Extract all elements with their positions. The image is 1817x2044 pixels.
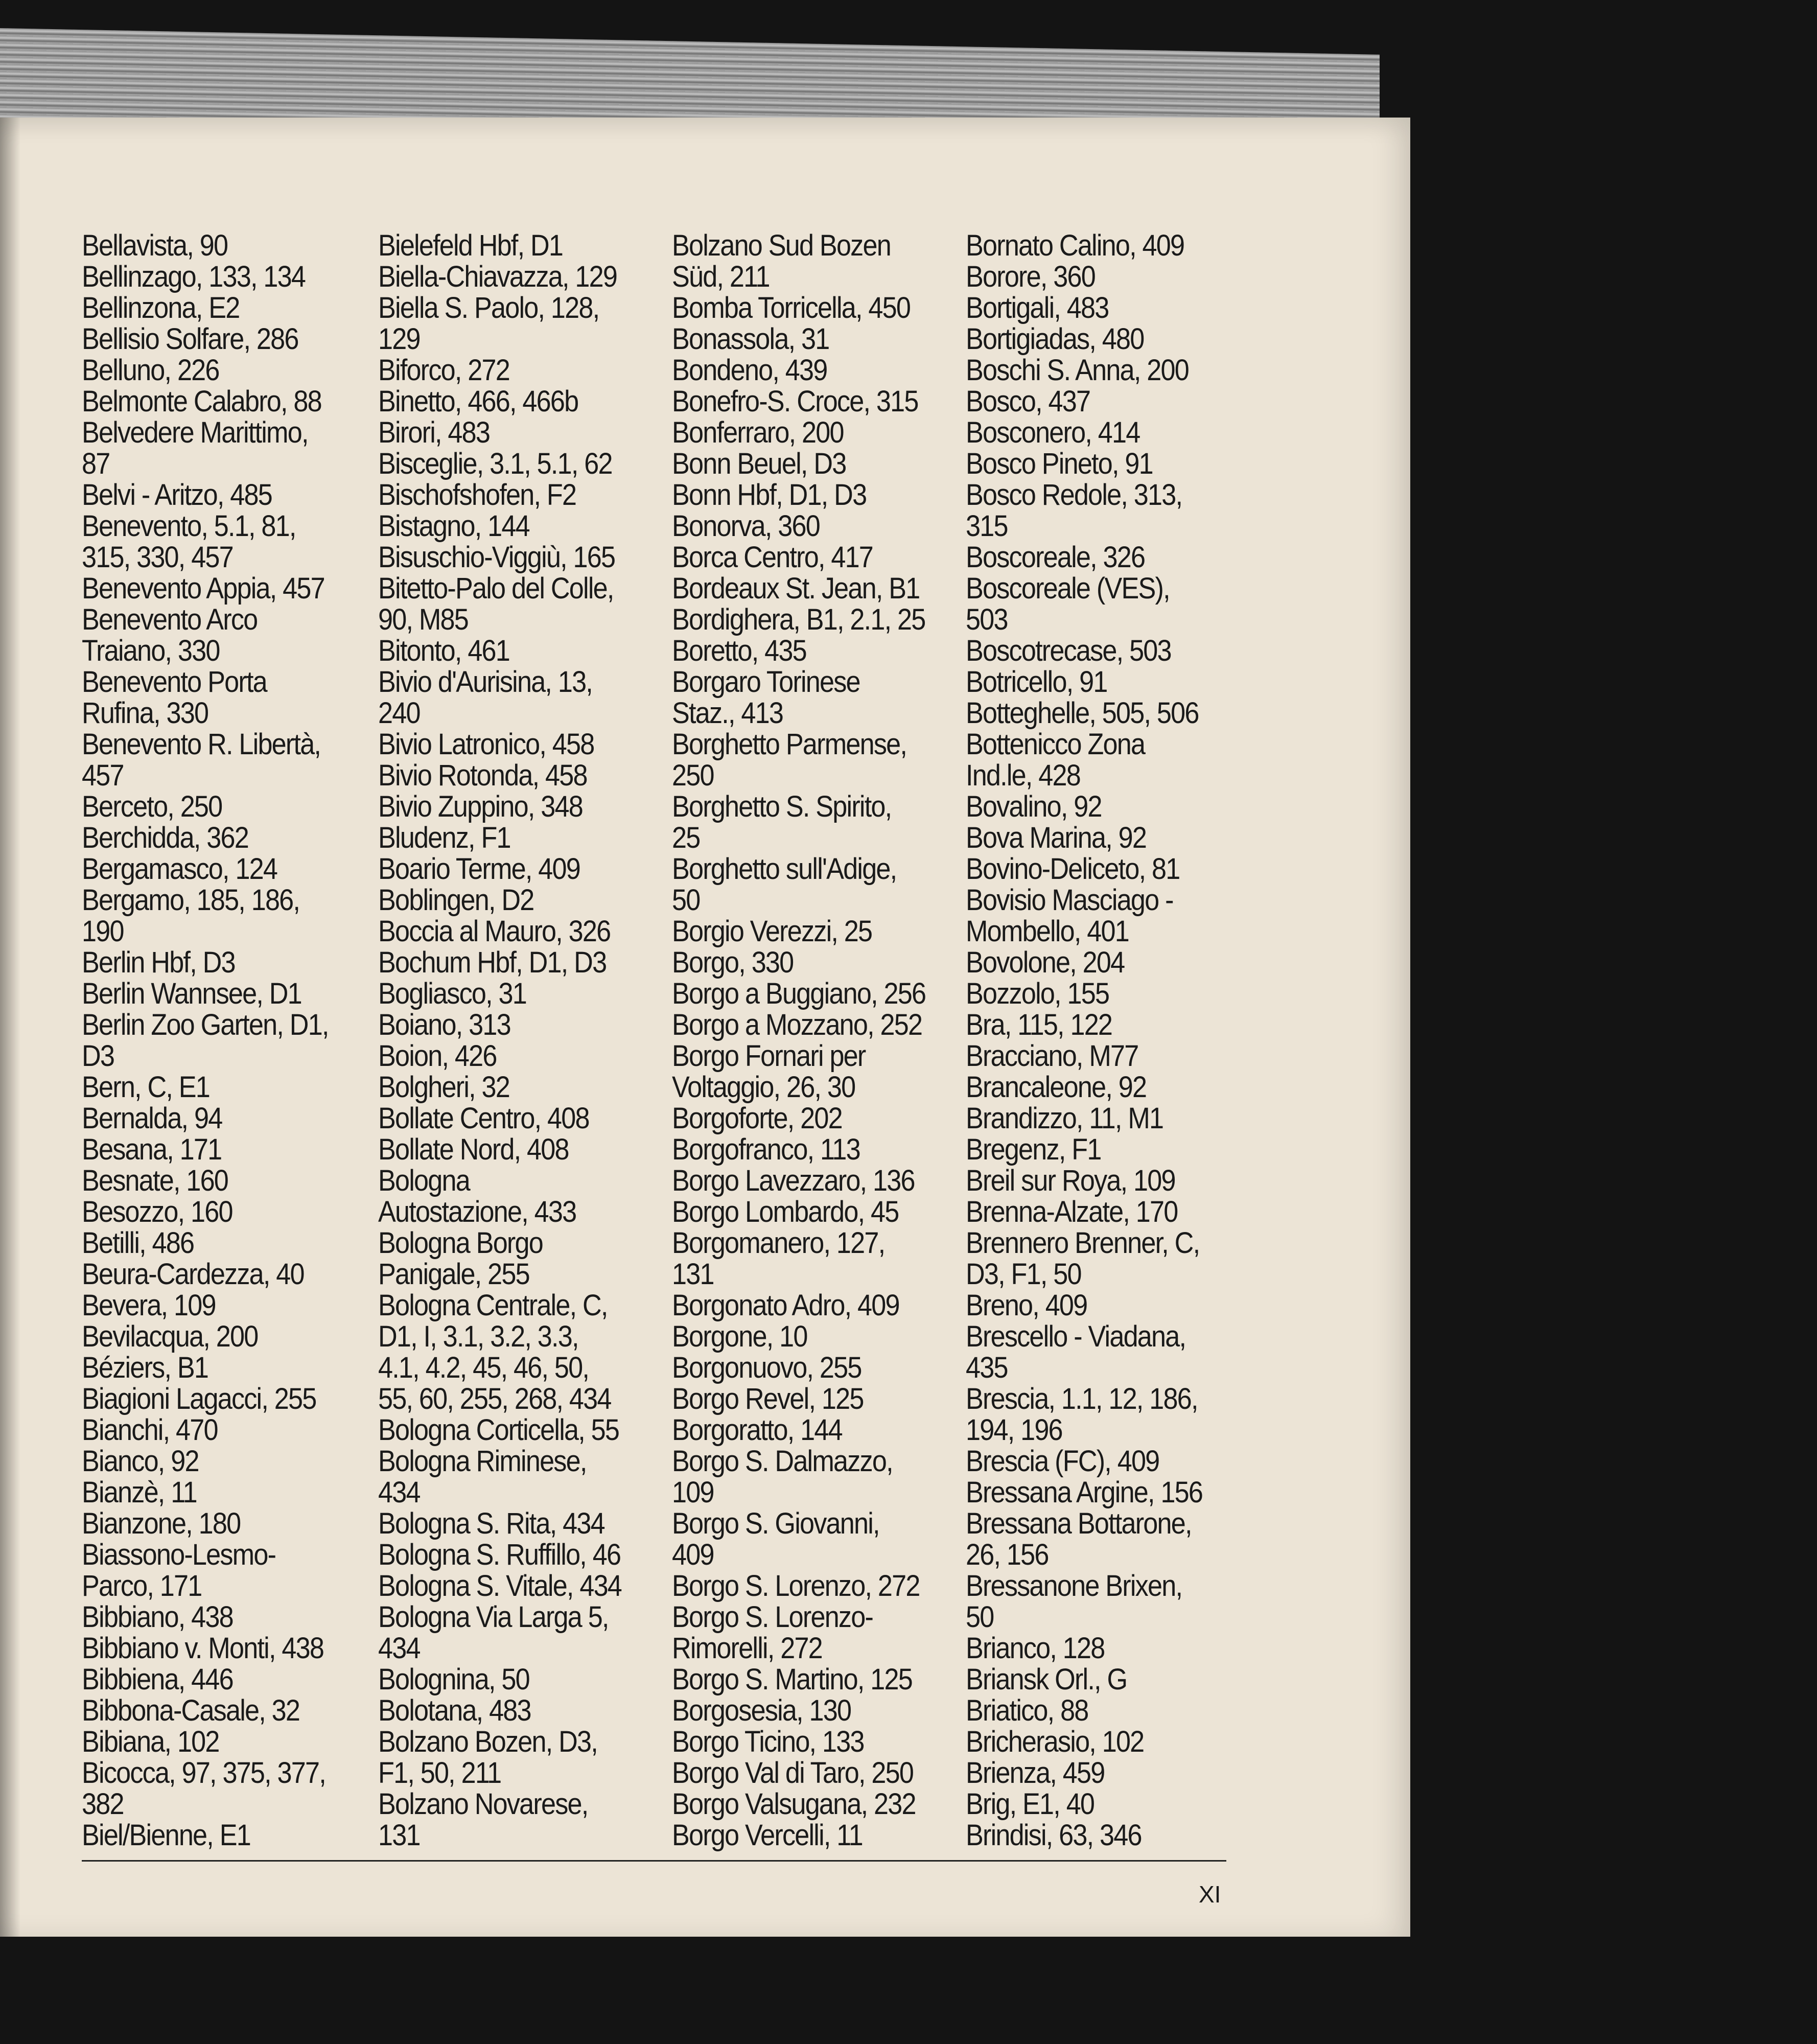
index-line: 131 (378, 1819, 420, 1852)
index-line: Borgo Lavezzaro, 136 (672, 1164, 915, 1197)
index-line: 315, 330, 457 (82, 541, 233, 574)
index-line: Brig, E1, 40 (966, 1787, 1094, 1821)
index-line: 55, 60, 255, 268, 434 (378, 1382, 611, 1415)
index-line: Breno, 409 (966, 1289, 1087, 1322)
index-line: Brescello - Viadana, (966, 1320, 1186, 1353)
index-line: Rufina, 330 (82, 696, 208, 730)
index-line: Bibbiano, 438 (82, 1600, 233, 1634)
index-column-1 (82, 230, 358, 1988)
index-line: Briatico, 88 (966, 1694, 1088, 1727)
index-line: Brindisi, 63, 346 (966, 1819, 1142, 1852)
index-line: Bludenz, F1 (378, 821, 510, 854)
index-line: Staz., 413 (672, 696, 783, 730)
index-line: Bistagno, 144 (378, 509, 529, 543)
index-line: Bolgheri, 32 (378, 1071, 509, 1104)
index-line: Boscoreale, 326 (966, 541, 1145, 574)
index-line: Bonferraro, 200 (672, 416, 844, 449)
index-line: Borgoforte, 202 (672, 1102, 842, 1135)
index-line: Brienza, 459 (966, 1756, 1105, 1790)
index-line: Besnate, 160 (82, 1164, 228, 1197)
index-line: 50 (672, 884, 700, 917)
index-line: Bianzè, 11 (82, 1476, 197, 1509)
index-line: Bressanone Brixen, (966, 1569, 1182, 1602)
index-line: 4.1, 4.2, 45, 46, 50, (378, 1351, 589, 1384)
index-line: Bivio Rotonda, 458 (378, 759, 587, 792)
index-line: Bielefeld Hbf, D1 (378, 229, 563, 262)
index-line: Borghetto sull'Adige, (672, 852, 897, 886)
index-line: Binetto, 466, 466b (378, 385, 578, 418)
index-line: D3 (82, 1039, 114, 1073)
index-line: Bovisio Masciago - (966, 884, 1173, 917)
book-page (0, 118, 1410, 1937)
index-line: Beura-Cardezza, 40 (82, 1258, 304, 1291)
index-line: Brancaleone, 92 (966, 1071, 1147, 1104)
index-line: Biforco, 272 (378, 354, 509, 387)
index-line: Bomba Torricella, 450 (672, 291, 911, 324)
index-line: Bolotana, 483 (378, 1694, 531, 1727)
index-line: Boscotrecase, 503 (966, 634, 1171, 667)
index-line: Belvedere Marittimo, (82, 416, 308, 449)
index-line: Bibbona-Casale, 32 (82, 1694, 300, 1727)
index-line: Borgo S. Lorenzo- (672, 1600, 873, 1634)
index-line: 131 (672, 1258, 714, 1291)
index-line: Bordeaux St. Jean, B1 (672, 572, 920, 605)
index-line: Besozzo, 160 (82, 1195, 232, 1228)
index-line: Traiano, 330 (82, 634, 220, 667)
index-line: Süd, 211 (672, 260, 770, 293)
index-line: Bogliasco, 31 (378, 977, 527, 1010)
index-line: Benevento R. Libertà, (82, 728, 321, 761)
index-line: Bollate Nord, 408 (378, 1133, 569, 1166)
index-line: Borgo S. Martino, 125 (672, 1663, 912, 1696)
index-line: Borgoratto, 144 (672, 1413, 842, 1447)
index-line: Berlin Zoo Garten, D1, (82, 1008, 329, 1041)
index-line: Bibbiena, 446 (82, 1663, 233, 1696)
index-line: Boretto, 435 (672, 634, 806, 667)
index-line: Bressana Argine, 156 (966, 1476, 1203, 1509)
index-line: Bellinzona, E2 (82, 291, 240, 324)
index-line: Bolzano Novarese, (378, 1787, 588, 1821)
index-line: Mombello, 401 (966, 915, 1129, 948)
index-line: Biagioni Lagacci, 255 (82, 1382, 316, 1415)
index-line: Brandizzo, 11, M1 (966, 1102, 1163, 1135)
index-line: Borore, 360 (966, 260, 1095, 293)
index-line: Bellisio Solfare, 286 (82, 322, 298, 356)
index-line: Bevilacqua, 200 (82, 1320, 258, 1353)
index-line: Bolzano Bozen, D3, (378, 1725, 597, 1758)
index-line: Berceto, 250 (82, 790, 222, 823)
index-line: Borgonuovo, 255 (672, 1351, 861, 1384)
index-line: Borgo Lombardo, 45 (672, 1195, 899, 1228)
index-line: Borgo S. Giovanni, (672, 1507, 879, 1540)
index-line: Bologna Borgo (378, 1226, 543, 1260)
index-line: Borgomanero, 127, (672, 1226, 885, 1260)
index-line: Borgo S. Dalmazzo, (672, 1445, 893, 1478)
index-line: Breil sur Roya, 109 (966, 1164, 1175, 1197)
index-line: Bressana Bottarone, (966, 1507, 1192, 1540)
index-line: Berchidda, 362 (82, 821, 248, 854)
index-line: Benevento, 5.1, 81, (82, 509, 296, 543)
index-line: Bologna Corticella, 55 (378, 1413, 619, 1447)
index-line: Ind.le, 428 (966, 759, 1081, 792)
index-line: Bonn Hbf, D1, D3 (672, 478, 867, 512)
index-line: Boscoreale (VES), (966, 572, 1170, 605)
index-line: Bologna S. Rita, 434 (378, 1507, 604, 1540)
index-column-2 (378, 230, 654, 1988)
index-line: Borgo S. Lorenzo, 272 (672, 1569, 920, 1602)
index-line: Bellavista, 90 (82, 229, 228, 262)
index-line: Bosco Pineto, 91 (966, 447, 1153, 480)
index-line: Bricherasio, 102 (966, 1725, 1144, 1758)
index-line: Biella-Chiavazza, 129 (378, 260, 617, 293)
index-line: Bollate Centro, 408 (378, 1102, 589, 1135)
index-line: Bosco, 437 (966, 385, 1090, 418)
index-line: Boario Terme, 409 (378, 852, 580, 886)
index-line: Briansk Orl., G (966, 1663, 1127, 1696)
index-line: Botricello, 91 (966, 665, 1107, 699)
index-line: Bozzolo, 155 (966, 977, 1109, 1010)
index-line: Bologna S. Ruffillo, 46 (378, 1538, 621, 1571)
index-line: Bonn Beuel, D3 (672, 447, 846, 480)
index-line: Bosconero, 414 (966, 416, 1140, 449)
index-line: Bianco, 92 (82, 1445, 199, 1478)
index-line: Bonassola, 31 (672, 322, 829, 356)
index-line: 434 (378, 1476, 420, 1509)
index-line: 240 (378, 696, 420, 730)
index-line: Borghetto Parmense, (672, 728, 907, 761)
index-line: Brianco, 128 (966, 1632, 1105, 1665)
index-line: F1, 50, 211 (378, 1756, 501, 1790)
index-line: Benevento Appia, 457 (82, 572, 324, 605)
index-line: 129 (378, 322, 420, 356)
index-line: Belluno, 226 (82, 354, 219, 387)
index-line: Bicocca, 97, 375, 377, (82, 1756, 325, 1790)
index-line: Borgaro Torinese (672, 665, 860, 699)
index-line: Berlin Wannsee, D1 (82, 977, 301, 1010)
index-line: Bellinzago, 133, 134 (82, 260, 306, 293)
index-line: Berlin Hbf, D3 (82, 946, 235, 979)
index-line: Bortigiadas, 480 (966, 322, 1144, 356)
index-line: Rimorelli, 272 (672, 1632, 822, 1665)
index-line: Bivio d'Aurisina, 13, (378, 665, 593, 699)
index-line: Boccia al Mauro, 326 (378, 915, 611, 948)
index-line: Borgo Val di Taro, 250 (672, 1756, 914, 1790)
index-line: Benevento Arco (82, 603, 258, 636)
index-line: Panigale, 255 (378, 1258, 529, 1291)
index-line: D3, F1, 50 (966, 1258, 1081, 1291)
index-line: 457 (82, 759, 124, 792)
index-line: Bitetto-Palo del Colle, (378, 572, 614, 605)
index-line: D1, I, 3.1, 3.2, 3.3, (378, 1320, 578, 1353)
index-line: Bregenz, F1 (966, 1133, 1101, 1166)
index-line: Bitonto, 461 (378, 634, 510, 667)
index-line: 87 (82, 447, 110, 480)
index-line: Bova Marina, 92 (966, 821, 1147, 854)
index-line: Bovolone, 204 (966, 946, 1125, 979)
index-line: Belmonte Calabro, 88 (82, 385, 321, 418)
index-line: 50 (966, 1600, 994, 1634)
index-line: Bischofshofen, F2 (378, 478, 576, 512)
index-line: Bologna Centrale, C, (378, 1289, 608, 1322)
index-line: 434 (378, 1632, 420, 1665)
footer-rule (82, 1860, 1226, 1862)
index-line: Boion, 426 (378, 1039, 497, 1073)
index-line: Bottenicco Zona (966, 728, 1145, 761)
index-line: Borgo, 330 (672, 946, 794, 979)
index-line: Bisceglie, 3.1, 5.1, 62 (378, 447, 612, 480)
index-line: Borgosesia, 130 (672, 1694, 851, 1727)
page-number: XI (1199, 1881, 1221, 1908)
index-line: Parco, 171 (82, 1569, 202, 1602)
index-line: Bordighera, B1, 2.1, 25 (672, 603, 925, 636)
index-line: Bortigali, 483 (966, 291, 1109, 324)
index-line: Bovalino, 92 (966, 790, 1102, 823)
index-line: Bondeno, 439 (672, 354, 827, 387)
index-line: Brescia (FC), 409 (966, 1445, 1159, 1478)
index-line: 435 (966, 1351, 1008, 1384)
index-line: Autostazione, 433 (378, 1195, 576, 1228)
index-line: Borgo Valsugana, 232 (672, 1787, 916, 1821)
index-line: Bonefro-S. Croce, 315 (672, 385, 918, 418)
index-line: 25 (672, 821, 700, 854)
index-line: Voltaggio, 26, 30 (672, 1071, 855, 1104)
index-line: Bergamasco, 124 (82, 852, 277, 886)
index-line: Biella S. Paolo, 128, (378, 291, 599, 324)
index-line: Bevera, 109 (82, 1289, 216, 1322)
index-line: Borgo a Buggiano, 256 (672, 977, 926, 1010)
index-line: Borgo Fornari per (672, 1039, 866, 1073)
index-line: Betilli, 486 (82, 1226, 194, 1260)
index-column-4 (966, 230, 1242, 1988)
index-line: Belvi - Aritzo, 485 (82, 478, 272, 512)
index-line: Bivio Latronico, 458 (378, 728, 594, 761)
index-line: Bergamo, 185, 186, (82, 884, 300, 917)
index-line: Brenna-Alzate, 170 (966, 1195, 1178, 1228)
index-line: Bracciano, M77 (966, 1039, 1138, 1073)
index-line: Borgo Ticino, 133 (672, 1725, 864, 1758)
index-line: Bernalda, 94 (82, 1102, 222, 1135)
index-line: 109 (672, 1476, 714, 1509)
index-line: Borgo Revel, 125 (672, 1382, 864, 1415)
index-line: Bolognina, 50 (378, 1663, 529, 1696)
index-line: Bisuschio-Viggiù, 165 (378, 541, 615, 574)
spine-shadow (0, 118, 20, 1937)
index-line: Biel/Bienne, E1 (82, 1819, 250, 1852)
index-line: Benevento Porta (82, 665, 267, 699)
index-line: Bibbiano v. Monti, 438 (82, 1632, 324, 1665)
index-line: Bologna (378, 1164, 470, 1197)
index-line: Boschi S. Anna, 200 (966, 354, 1189, 387)
index-line: Bonorva, 360 (672, 509, 820, 543)
index-line: 190 (82, 915, 124, 948)
index-line: Brennero Brenner, C, (966, 1226, 1200, 1260)
index-line: Bolzano Sud Bozen (672, 229, 891, 262)
index-column-3 (672, 230, 948, 1988)
index-line: Besana, 171 (82, 1133, 222, 1166)
index-line: Borgonato Adro, 409 (672, 1289, 899, 1322)
index-line: 503 (966, 603, 1008, 636)
index-line: 315 (966, 509, 1008, 543)
index-line: Bologna Riminese, (378, 1445, 587, 1478)
index-line: 90, M85 (378, 603, 469, 636)
index-line: Bianchi, 470 (82, 1413, 218, 1447)
index-line: Bochum Hbf, D1, D3 (378, 946, 607, 979)
index-line: Borca Centro, 417 (672, 541, 873, 574)
index-line: Borgone, 10 (672, 1320, 807, 1353)
index-line: Boblingen, D2 (378, 884, 534, 917)
index-line: Biassono-Lesmo- (82, 1538, 276, 1571)
index-line: Borgofranco, 113 (672, 1133, 860, 1166)
index-line: Bornato Calino, 409 (966, 229, 1184, 262)
index-line: Botteghelle, 505, 506 (966, 696, 1199, 730)
index-line: Brescia, 1.1, 12, 186, (966, 1382, 1198, 1415)
index-line: Bianzone, 180 (82, 1507, 241, 1540)
index-line: 194, 196 (966, 1413, 1062, 1447)
index-line: 409 (672, 1538, 714, 1571)
index-line: 382 (82, 1787, 124, 1821)
index-line: Bivio Zuppino, 348 (378, 790, 583, 823)
index-line: 250 (672, 759, 714, 792)
index-line: Birori, 483 (378, 416, 490, 449)
index-line: Bibiana, 102 (82, 1725, 219, 1758)
index-line: Bovino-Deliceto, 81 (966, 852, 1180, 886)
index-line: Borgo Vercelli, 11 (672, 1819, 863, 1852)
index-line: Borgio Verezzi, 25 (672, 915, 872, 948)
index-line: Boiano, 313 (378, 1008, 510, 1041)
index-line: Bra, 115, 122 (966, 1008, 1112, 1041)
index-line: Bern, C, E1 (82, 1071, 210, 1104)
index-line: Borghetto S. Spirito, (672, 790, 892, 823)
station-index (82, 230, 1226, 1988)
index-line: Borgo a Mozzano, 252 (672, 1008, 922, 1041)
index-line: Bosco Redole, 313, (966, 478, 1182, 512)
index-line: 26, 156 (966, 1538, 1049, 1571)
index-line: Bologna S. Vitale, 434 (378, 1569, 622, 1602)
index-line: Béziers, B1 (82, 1351, 208, 1384)
index-line: Bologna Via Larga 5, (378, 1600, 609, 1634)
